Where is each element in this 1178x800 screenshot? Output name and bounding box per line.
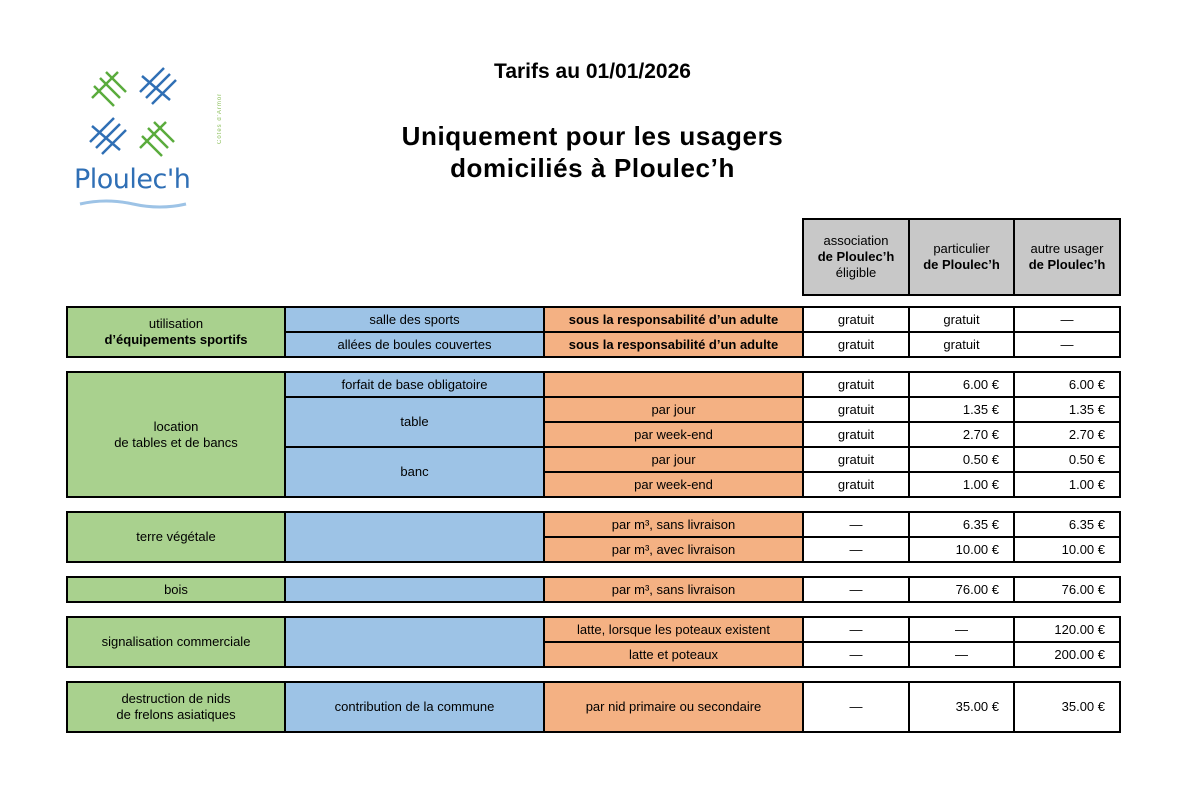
detail-cell: par m³, avec livraison [544,537,803,562]
price-association: — [803,512,909,537]
logo-wordmark: Ploulec'h [74,164,191,195]
item-cell: salle des sports [285,307,544,332]
detail-cell: latte, lorsque les poteaux existent [544,617,803,642]
table-row [67,617,1120,642]
price-association: gratuit [803,472,909,497]
price-autre: — [1014,307,1120,332]
category-location: location de tables et de bancs [67,372,285,497]
price-association: gratuit [803,332,909,357]
price-particulier: — [909,617,1014,642]
price-autre: 6.00 € [1014,372,1120,397]
table-row [67,372,1120,397]
detail-cell: par m³, sans livraison [544,512,803,537]
price-particulier: 6.35 € [909,512,1014,537]
price-association: — [803,537,909,562]
price-particulier: 10.00 € [909,537,1014,562]
price-association: gratuit [803,422,909,447]
price-association: — [803,682,909,732]
detail-cell: par nid primaire ou secondaire [544,682,803,732]
ploulech-logo [70,58,223,210]
header-row [67,219,1120,295]
price-autre: 2.70 € [1014,422,1120,447]
detail-cell: par week-end [544,472,803,497]
price-particulier: 1.00 € [909,472,1014,497]
price-autre: 35.00 € [1014,682,1120,732]
item-cell: forfait de base obligatoire [285,372,544,397]
tariff-table [66,218,1121,733]
price-association: gratuit [803,447,909,472]
detail-cell: par m³, sans livraison [544,577,803,602]
price-autre: 200.00 € [1014,642,1120,667]
item-cell: contribution de la commune [285,682,544,732]
price-particulier: — [909,642,1014,667]
item-cell: allées de boules couvertes [285,332,544,357]
detail-cell [544,372,803,397]
detail-cell: latte et poteaux [544,642,803,667]
detail-cell: par jour [544,447,803,472]
table-row [67,307,1120,332]
detail-cell: par jour [544,397,803,422]
windmill-logo-icon [70,58,210,168]
category-sports: utilisation d’équipements sportifs [67,307,285,357]
table-row [67,682,1120,732]
logo-wave-icon [78,198,188,210]
price-association: gratuit [803,372,909,397]
category-signalisation: signalisation commerciale [67,617,285,667]
title-line-1: Uniquement pour les usagers [401,121,784,151]
detail-cell: sous la responsabilité d’un adulte [544,307,803,332]
price-particulier: 76.00 € [909,577,1014,602]
price-autre: 1.00 € [1014,472,1120,497]
price-association: — [803,617,909,642]
price-particulier: 6.00 € [909,372,1014,397]
column-header-autre-usager: autre usager de Ploulec’h [1014,219,1120,295]
price-association: gratuit [803,397,909,422]
price-association: gratuit [803,307,909,332]
category-terre: terre végétale [67,512,285,562]
price-particulier: 0.50 € [909,447,1014,472]
logo-side-text: Côtes d'Armor [217,92,223,144]
price-autre: 120.00 € [1014,617,1120,642]
price-autre: 0.50 € [1014,447,1120,472]
item-banc: banc [285,447,544,497]
price-particulier: gratuit [909,332,1014,357]
date-title: Tarifs au 01/01/2026 [494,60,691,83]
price-particulier: 1.35 € [909,397,1014,422]
price-autre: 76.00 € [1014,577,1120,602]
column-header-particulier: particulier de Ploulec’h [909,219,1014,295]
detail-cell: sous la responsabilité d’un adulte [544,332,803,357]
price-association: — [803,577,909,602]
category-bois: bois [67,577,285,602]
price-association: — [803,642,909,667]
table-row [67,512,1120,537]
item-cell-empty [285,512,544,562]
title-line-2: domiciliés à Ploulec’h [450,153,735,183]
price-autre: 6.35 € [1014,512,1120,537]
item-table: table [285,397,544,447]
price-autre: — [1014,332,1120,357]
price-particulier: gratuit [909,307,1014,332]
detail-cell: par week-end [544,422,803,447]
price-particulier: 35.00 € [909,682,1014,732]
category-frelons: destruction de nids de frelons asiatiques [67,682,285,732]
item-cell-empty [285,577,544,602]
price-autre: 10.00 € [1014,537,1120,562]
price-autre: 1.35 € [1014,397,1120,422]
table-row [67,577,1120,602]
column-header-association: association de Ploulec’h éligible [803,219,909,295]
price-particulier: 2.70 € [909,422,1014,447]
item-cell-empty [285,617,544,667]
page-title [330,120,855,184]
